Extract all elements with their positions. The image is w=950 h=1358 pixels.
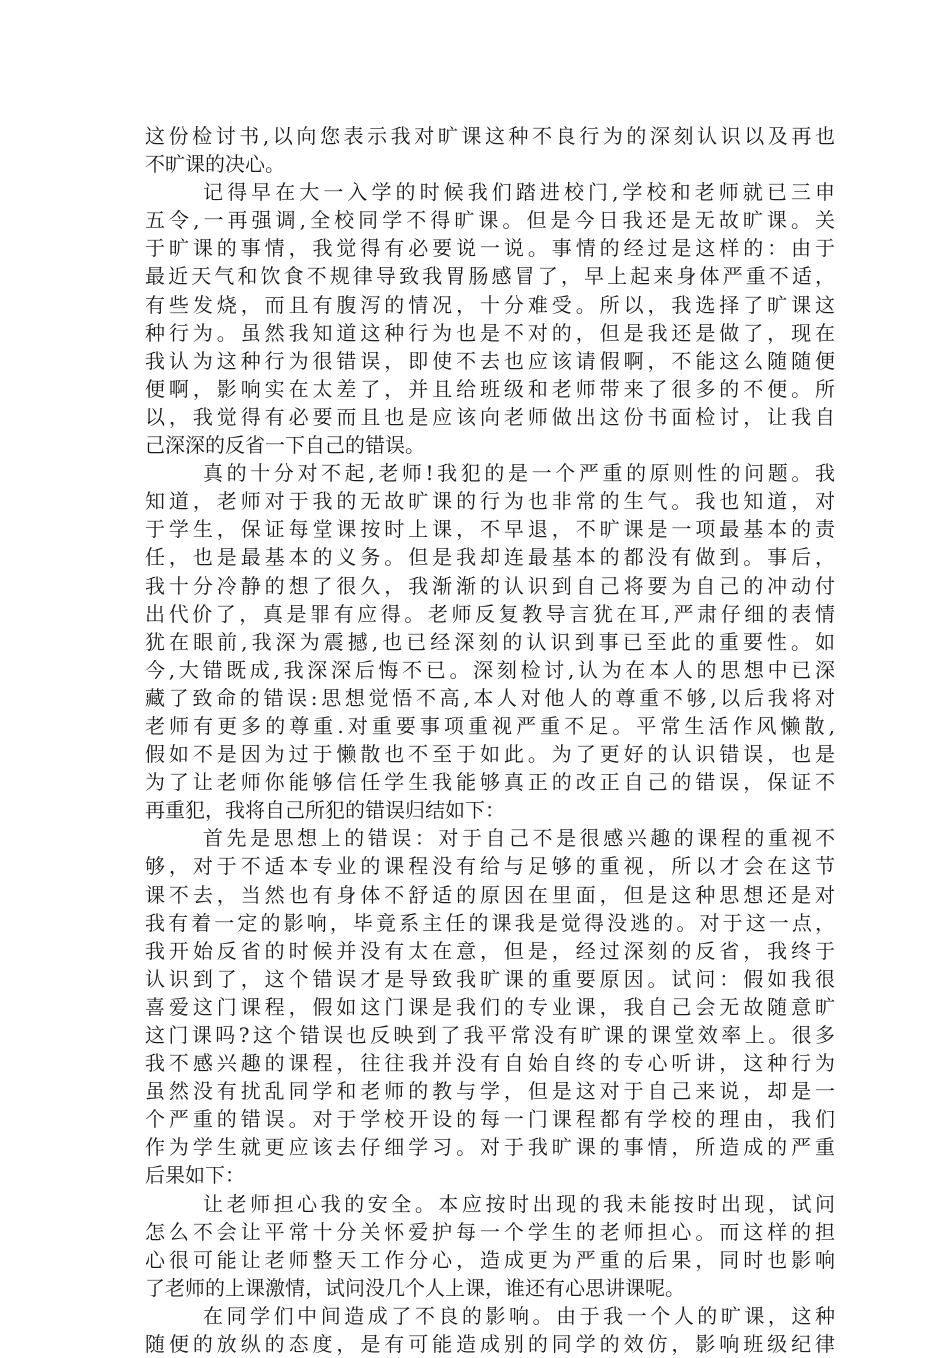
- text-line: 己深深的反省一下自己的错误。: [145, 433, 425, 458]
- text-line: 我开始反省的时候并没有太在意，但是，经过深刻的反省，我终于: [145, 938, 835, 963]
- text-line: 不旷课的决心。: [145, 152, 285, 177]
- text-line: 犹在眼前,我深为震撼,也已经深刻的认识到事已至此的重要性。如: [145, 629, 835, 654]
- document-body: [145, 122, 835, 1358]
- text-line: 作为学生就更应该去仔细学习。对于我旷课的事情，所造成的严重: [145, 1135, 835, 1160]
- text-line: 于旷课的事情，我觉得有必要说一说。事情的经过是这样的：由于: [145, 236, 835, 261]
- text-line: 为了让老师你能够信任学生我能够真正的改正自己的错误，保证不: [145, 770, 835, 795]
- text-line: 任，也是最基本的义务。但是我却连最基本的都没有做到。事后，: [145, 545, 835, 570]
- text-line: 怎么不会让平常十分关怀爱护每一个学生的老师担心。而这样的担: [145, 1219, 835, 1244]
- text-line: 老师有更多的尊重.对重要事项重视严重不足。平常生活作风懒散,: [145, 713, 835, 738]
- text-line: 于学生，保证每堂课按时上课，不早退，不旷课是一项最基本的责: [145, 517, 835, 542]
- text-line: 便啊，影响实在太差了，并且给班级和老师带来了很多的不便。所: [145, 376, 835, 401]
- text-line: 后果如下：: [145, 1163, 245, 1188]
- paragraph-start-line: 在同学们中间造成了不良的影响。由于我一个人的旷课，这种: [203, 1303, 835, 1328]
- text-line: 有些发烧，而且有腹泻的情况，十分难受。所以，我选择了旷课这: [145, 292, 835, 317]
- text-line: 以，我觉得有必要而且也是应该向老师做出这份书面检讨，让我自: [145, 404, 835, 429]
- paragraph-start-line: 首先是思想上的错误：对于自己不是很感兴趣的课程的重视不: [203, 826, 835, 851]
- paragraph-start-line: 真的十分对不起,老师!我犯的是一个严重的原则性的问题。我: [203, 461, 835, 486]
- text-line: 认识到了，这个错误才是导致我旷课的重要原因。试问：假如我很: [145, 966, 835, 991]
- paragraph-start-line: 让老师担心我的安全。本应按时出现的我未能按时出现，试问: [203, 1191, 835, 1216]
- text-line: 课不去，当然也有身体不舒适的原因在里面，但是这种思想还是对: [145, 882, 835, 907]
- text-line: 了老师的上课激情，试问没几个人上课，谁还有心思讲课呢。: [145, 1275, 685, 1300]
- text-line: 出代价了，真是罪有应得。老师反复教导言犹在耳,严肃仔细的表情: [145, 601, 835, 626]
- text-line: 藏了致命的错误:思想觉悟不高,本人对他人的尊重不够,以后我将对: [145, 685, 835, 710]
- text-line: 今,大错既成,我深深后悔不已。深刻检讨,认为在本人的思想中已深: [145, 657, 835, 682]
- text-line: 心很可能让老师整天工作分心，造成更为严重的后果，同时也影响: [145, 1247, 835, 1272]
- text-line: 喜爱这门课程，假如这门课是我们的专业课，我自己会无故随意旷: [145, 994, 835, 1019]
- text-line: 个严重的错误。对于学校开设的每一门课程都有学校的理由，我们: [145, 1107, 835, 1132]
- text-line: 再重犯，我将自己所犯的错误归结如下：: [145, 798, 505, 823]
- text-line: 我有着一定的影响，毕竟系主任的课我是觉得没逃的。对于这一点，: [145, 910, 835, 935]
- text-line: 我不感兴趣的课程，往往我并没有自始自终的专心听讲，这种行为: [145, 1051, 835, 1076]
- text-line: 我认为这种行为很错误，即使不去也应该请假啊，不能这么随随便: [145, 348, 835, 373]
- text-line: 这份检讨书,以向您表示我对旷课这种不良行为的深刻认识以及再也: [145, 124, 835, 148]
- text-line: 这门课吗?这个错误也反映到了我平常没有旷课的课堂效率上。很多: [145, 1023, 835, 1047]
- text-line: 够，对于不适本专业的课程没有给与足够的重视，所以才会在这节: [145, 854, 835, 879]
- text-line: 我十分冷静的想了很久，我渐渐的认识到自己将要为自己的冲动付: [145, 573, 835, 598]
- paragraph-start-line: 记得早在大一入学的时候我们踏进校门,学校和老师就已三申: [203, 180, 835, 205]
- text-line: 五令,一再强调,全校同学不得旷课。但是今日我还是无故旷课。关: [145, 208, 835, 233]
- text-line: 假如不是因为过于懒散也不至于如此。为了更好的认识错误，也是: [145, 742, 835, 767]
- text-line: 知道，老师对于我的无故旷课的行为也非常的生气。我也知道，对: [145, 489, 835, 514]
- text-line: 虽然没有扰乱同学和老师的教与学，但是这对于自己来说，却是一: [145, 1079, 835, 1104]
- text-line: 最近天气和饮食不规律导致我胃肠感冒了，早上起来身体严重不适，: [145, 264, 835, 289]
- text-line: 种行为。虽然我知道这种行为也是不对的，但是我还是做了，现在: [145, 320, 835, 345]
- text-line: 随便的放纵的态度，是有可能造成别的同学的效仿，影响班级纪律: [145, 1332, 835, 1357]
